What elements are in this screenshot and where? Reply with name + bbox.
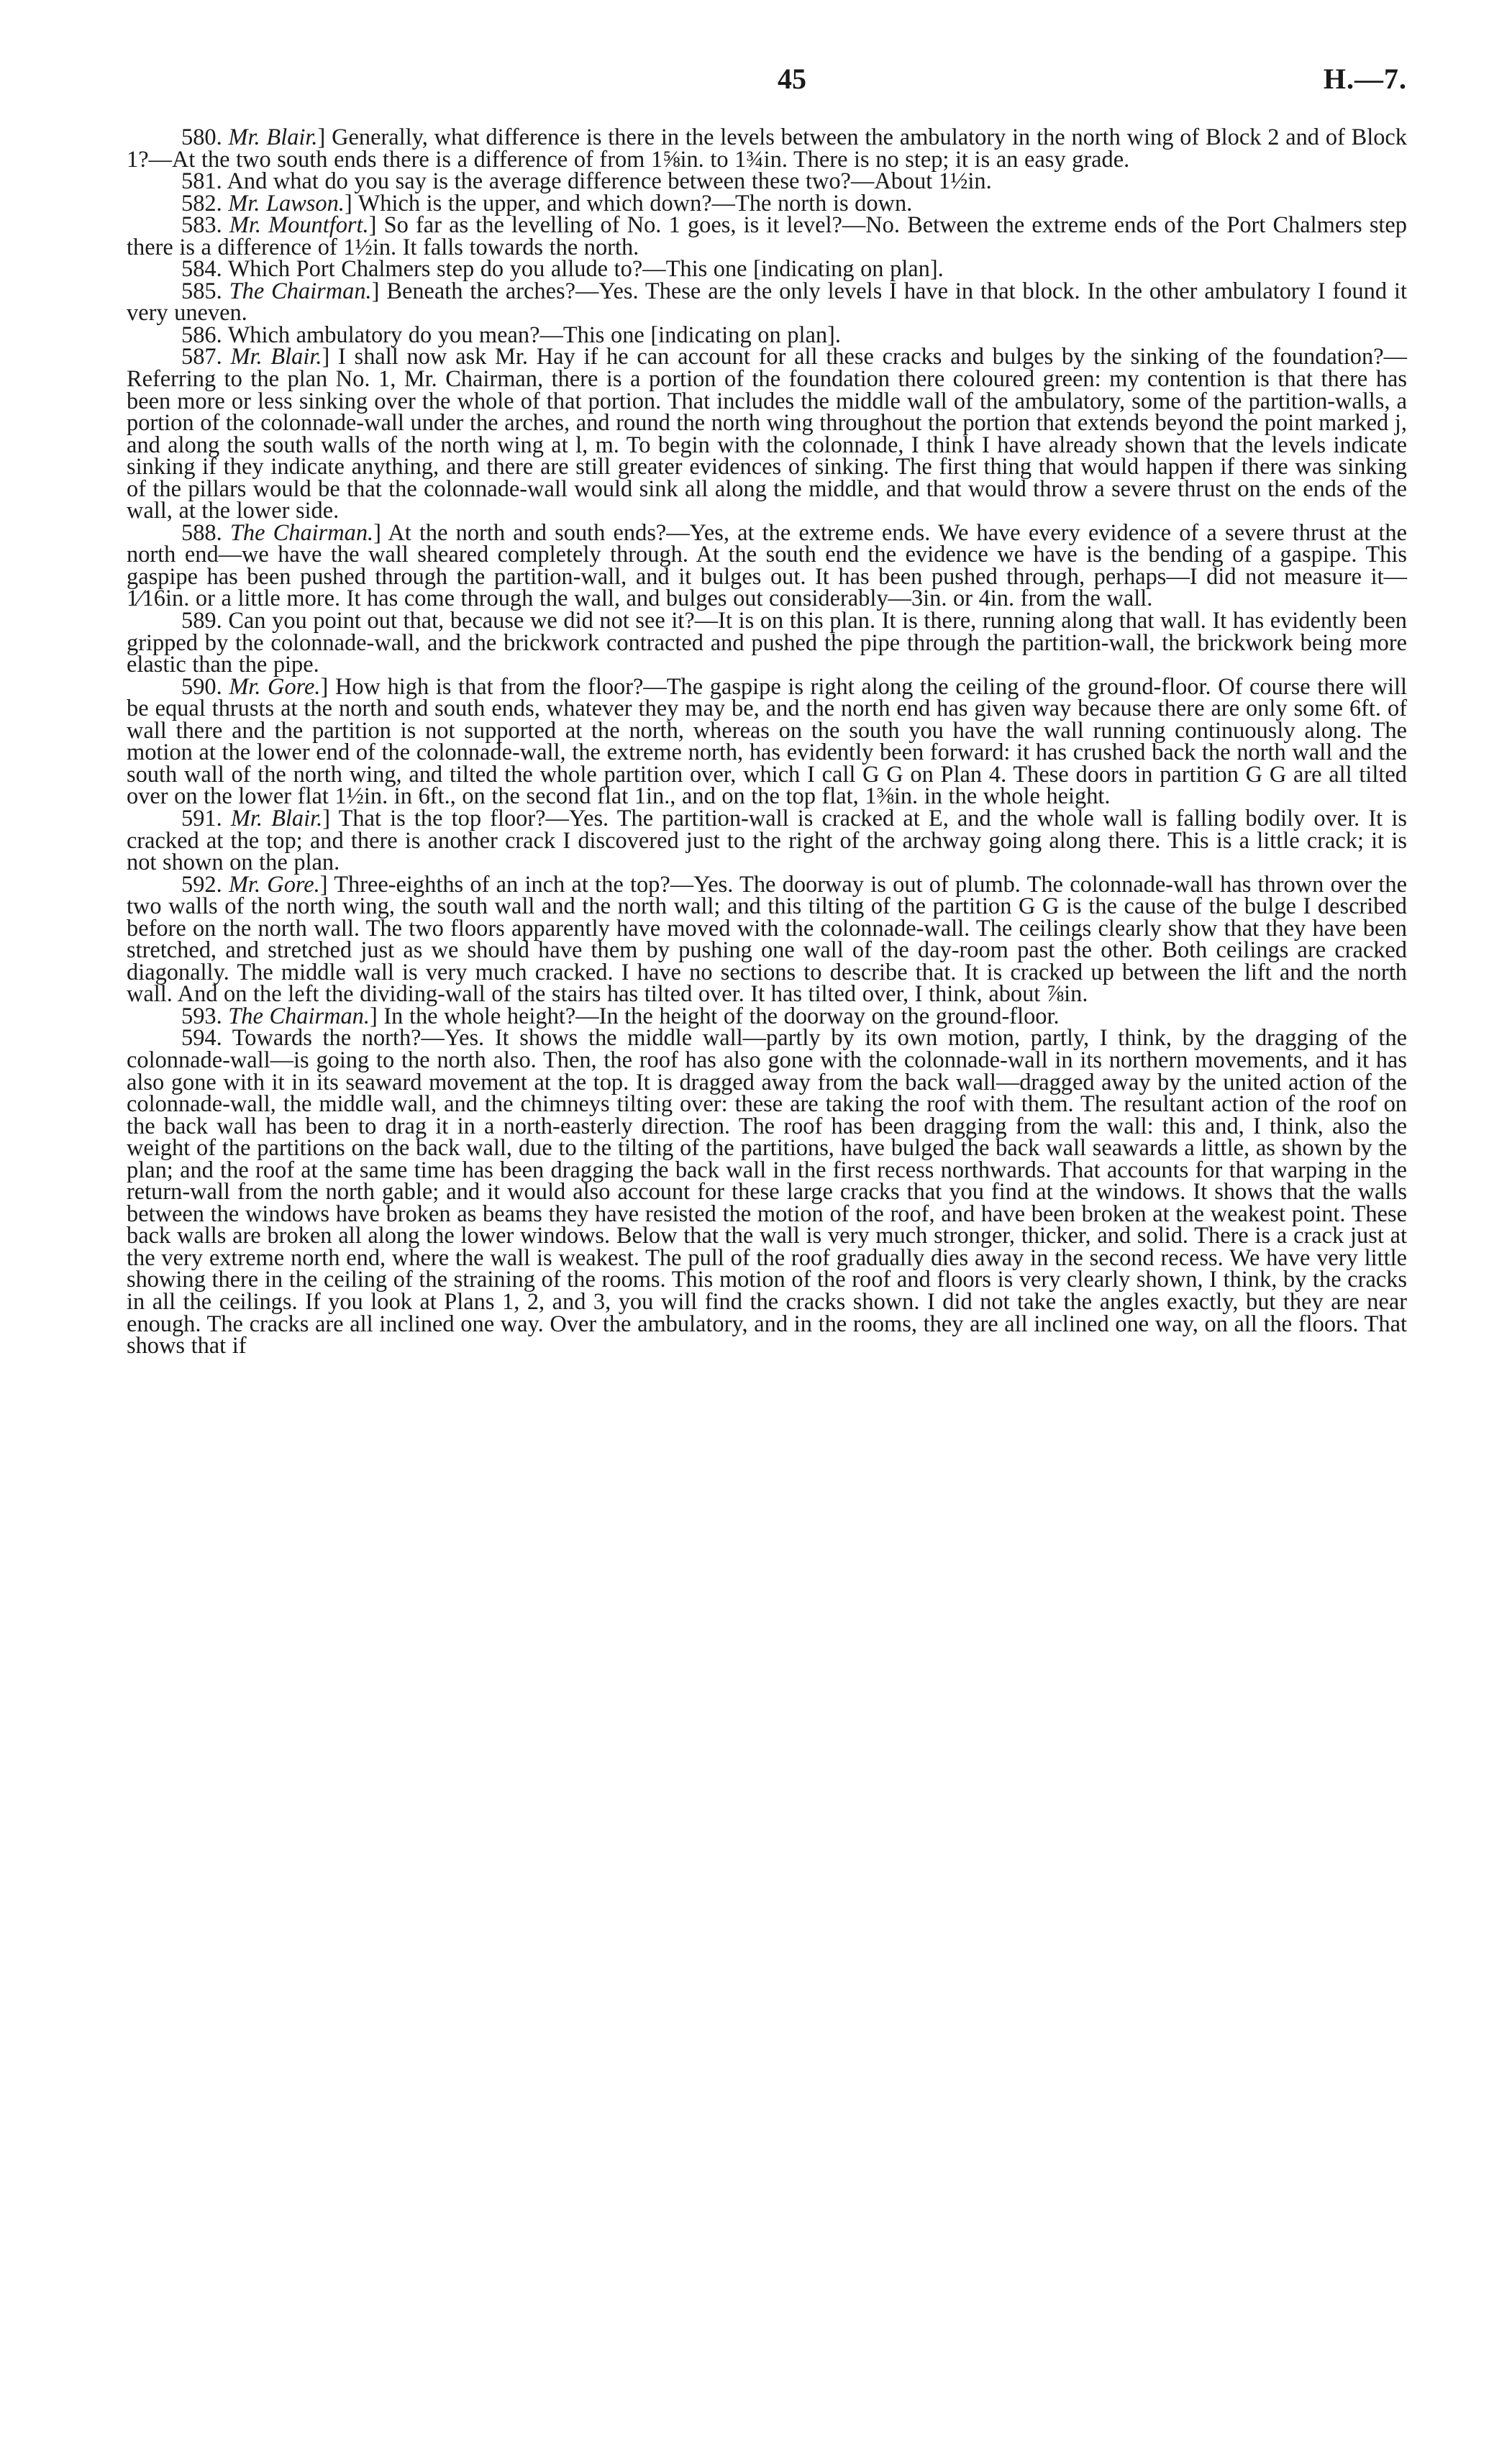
paragraph-text: Can you point out that, because we did not see it?—It is on this plan. It is there, running along that wall. It has evidently been gripped by the colonnade-wall, and the brickwork contracted and pushed the pipe through the partition-wall, the brickwork being more elastic than the pipe. xyxy=(127,608,1407,678)
paragraph-number: 583. xyxy=(181,212,222,239)
paragraph-text: I shall now ask Mr. Hay if he can account for all these cracks and bulges by the sinking of the foundation?—Referring to the plan No. 1, Mr. Chairman, there is a portion of the foundation there coloured green: my contention is that there has been more or less sinking over the whole of that portion. That includes the middle wall of the ambulatory, some of the partition-walls, a portion of the colonnade-wall under the arches, and round the north wing throughout the portion that extends beyond the point marked j, and along the south walls of the north wing at l, m. To begin with the colonnade, I think I have already shown that the levels indicate sinking if they indicate anything, and there are still greater evidences of sinking. The first thing that would happen if there was sinking of the pillars would be that the colonnade-wall would sink all along the middle, and that would throw a severe thrust on the ends of the wall, at the lower side. xyxy=(127,344,1407,524)
paragraph-593: 593. The Chairman.] In the whole height?—In the height of the doorway on the ground-floor. xyxy=(181,1003,1060,1029)
speaker: Mr. Lawson. xyxy=(228,190,345,217)
paragraph-text: Beneath the arches?—Yes. These are the only levels I have in that block. In the other ambulatory I found it very uneven. xyxy=(127,278,1407,327)
paragraph-text: Three-eighths of an inch at the top?—Yes. The doorway is out of plumb. The colonnade-wall has thrown over the two walls of the north wing, the south wall and the north wall; and this tilting of the partition G G is the cause of the bulge I described before on the north wall. The two floors apparently have moved with the colonnade-wall. The ceilings clearly show that they have been stretched, and stretched just as we should have them by pushing one wall of the day-room past the other. Both ceilings are cracked diagonally. The middle wall is very much cracked. I have no sections to describe that. It is cracked up between the lift and the north wall. And on the left the dividing-wall of the stairs has tilted over. It has tilted over, I think, about ⅞in. xyxy=(127,871,1407,1008)
paragraph-text: And what do you say is the average difference between these two?—About 1½in. xyxy=(227,168,992,195)
speaker: Mr. Blair. xyxy=(230,344,322,370)
paragraph-text: Towards the north?—Yes. It shows the middle wall—partly by its own motion, partly, I think, by the dragging of the colonnade-wall—is going to the north also. Then, the roof has also gone with the colonnade-wall in its northern movements, and it has also gone with it in its seaward movement at the top. It is dragged away from the back wall—dragged away by the united action of the colonnade-wall, the middle wall, and the chimneys tilting over: these are taking the roof with them. The resultant action of the roof on the back wall has been to drag it in a north-easterly direction. The roof has been dragging from the wall: this and, I think, also the weight of the partitions on the back wall, due to the tilting of the partitions, have bulged the back wall seawards a little, as shown by the plan; and the roof at the same time has been dragging the back wall in the first recess northwards. That accounts for that warping in the return-wall from the north gable; and it would also account for these large cracks that you find at the windows. It shows that the walls between the windows have broken as beams they have resisted the motion of the roof, and have been broken at the weakest point. These back walls are broken all along the lower windows. Below that the wall is very much stronger, thicker, and solid. There is a crack just at the very extreme north end, where the wall is weakest. The pull of the roof gradually dies away in the second recess. We have very little showing there in the ceiling of the straining of the rooms. This motion of the roof and floors is very clearly shown, I think, by the cracks in all the ceilings. If you look at Plans 1, 2, and 3, you will find the cracks shown. I did not take the angles exactly, but they are near enough. The cracks are all inclined one way. Over the ambulatory, and in the rooms, they are all inclined one way, on all the floors. That shows that if xyxy=(127,1025,1407,1359)
paragraph-text: Which Port Chalmers step do you allude to?—This one [indicating on plan]. xyxy=(227,256,944,283)
paragraph-number: 589. xyxy=(181,608,222,634)
paragraph-number: 585. xyxy=(181,278,222,304)
paragraph-text: Generally, what difference is there in the levels between the ambulatory in the north wing of Block 2 and of Block 1?—At the two south ends there is a difference of from 1⅝in. to 1¾in. There is no step; it is an easy grade. xyxy=(127,124,1407,173)
page-number: 45 xyxy=(778,63,806,95)
paragraph-number: 581. xyxy=(181,168,222,195)
paragraph-number: 588. xyxy=(181,519,222,546)
paragraph-text: Which is the upper, and which down?—The north is down. xyxy=(357,190,913,217)
speaker: The Chairman. xyxy=(228,1003,370,1029)
document-page xyxy=(127,62,1407,1357)
paragraph-text: In the whole height?—In the height of the doorway on the ground-floor. xyxy=(383,1003,1060,1029)
paragraph-592: 592. Mr. Gore.] Three-eighths of an inch at the top?—Yes. The doorway is out of plumb. The colonnade-wall has thrown over the two walls of the north wing, the south wall and the north wall; and this tilting of the partition G G is the cause of the bulge I described before on the north wall. The two floors apparently have moved with the colonnade-wall. The ceilings clearly show that they have been stretched, and stretched just as we should have them by pushing one wall of the day-room past the other. Both ceilings are cracked diagonally. The middle wall is very much cracked. I have no sections to describe that. It is cracked up between the lift and the north wall. And on the left the dividing-wall of the stairs has tilted over. It has tilted over, I think, about ⅞in. xyxy=(127,871,1407,1008)
paragraph-587: 587. Mr. Blair.] I shall now ask Mr. Hay if he can account for all these cracks and bulges by the sinking of the foundation?—Referring to the plan No. 1, Mr. Chairman, there is a portion of the foundation there coloured green: my contention is that there has been more or less sinking over the whole of that portion. That includes the middle wall of the ambulatory, some of the partition-walls, a portion of the colonnade-wall under the arches, and round the north wing throughout the portion that extends beyond the point marked j, and along the south walls of the north wing at l, m. To begin with the colonnade, I think I have already shown that the levels indicate sinking if they indicate anything, and there are still greater evidences of sinking. The first thing that would happen if there was sinking of the pillars would be that the colonnade-wall would sink all along the middle, and that would throw a severe thrust on the ends of the wall, at the lower side. xyxy=(127,344,1407,524)
paragraph-number: 593. xyxy=(181,1003,222,1029)
document-reference: H.—7. xyxy=(1323,63,1407,95)
page-header xyxy=(127,62,1407,104)
paragraph-590: 590. Mr. Gore.] How high is that from the floor?—The gaspipe is right along the ceiling of the ground-floor. Of course there will be equal thrusts at the north and south ends, whatever they may be, and the north end has given way because there are only some 6ft. of wall there and the partition is not supported at the north, whereas on the south you have the wall running continuously along. The motion at the lower end of the colonnade-wall, the extreme north, has evidently been forward: it has crushed back the north wall and the south wall of the north wing, and tilted the whole partition over, which I call G G on Plan 4. These doors in partition G G are all tilted over on the lower flat 1½in. in 6ft., on the second flat 1in., and on the top flat, 1⅜in. in the whole height. xyxy=(127,673,1407,810)
paragraph-number: 584. xyxy=(181,256,222,283)
paragraph-text: So far as the levelling of No. 1 goes, is it level?—No. Between the extreme ends of the Port Chalmers step there is a difference of 1½in. It falls towards the north. xyxy=(127,212,1407,260)
paragraph-582: 582. Mr. Lawson.] Which is the upper, and which down?—The north is down. xyxy=(181,190,913,217)
speaker: Mr. Gore. xyxy=(228,871,320,898)
paragraph-588: 588. The Chairman.] At the north and south ends?—Yes, at the extreme ends. We have every evidence of a severe thrust at the north end—we have the wall sheared completely through. At the south end the evidence we have is the bending of a gaspipe. This gaspipe has been pushed through the partition-wall, and it bulges out. It has been pushed through, perhaps—I did not measure it—1⁄16in. or a little more. It has come through the wall, and bulges out considerably—3in. or 4in. from the wall. xyxy=(127,519,1407,612)
speaker: Mr. Gore. xyxy=(229,673,321,700)
paragraph-number: 582. xyxy=(181,190,222,217)
speaker: Mr. Mountfort. xyxy=(229,212,369,239)
paragraph-text: At the north and south ends?—Yes, at the extreme ends. We have every evidence of a severe thrust at the north end—we have the wall sheared completely through. At the south end the evidence we have is the bending of a gaspipe. This gaspipe has been pushed through the partition-wall, and it bulges out. It has been pushed through, perhaps—I did not measure it—1⁄16in. or a little more. It has come through the wall, and bulges out considerably—3in. or 4in. from the wall. xyxy=(127,519,1407,612)
paragraph-number: 591. xyxy=(181,805,222,831)
paragraph-text: How high is that from the floor?—The gaspipe is right along the ceiling of the ground-floor. Of course there will be equal thrusts at the north and south ends, whatever they may be, and the north end has given way because there are only some 6ft. of wall there and the partition is not supported at the north, whereas on the south you have the wall running continuously along. The motion at the lower end of the colonnade-wall, the extreme north, has evidently been forward: it has crushed back the north wall and the south wall of the north wing, and tilted the whole partition over, which I call G G on Plan 4. These doors in partition G G are all tilted over on the lower flat 1½in. in 6ft., on the second flat 1in., and on the top flat, 1⅜in. in the whole height. xyxy=(127,673,1407,810)
paragraph-number: 586. xyxy=(181,322,222,348)
paragraph-text: Which ambulatory do you mean?—This one [indicating on plan]. xyxy=(227,322,841,348)
paragraph-number: 580. xyxy=(181,124,222,150)
testimony-body xyxy=(127,124,1407,1359)
paragraph-591: 591. Mr. Blair.] That is the top floor?—Yes. The partition-wall is cracked at E, and the whole wall is falling bodily over. It is cracked at the top; and there is another crack I discovered just to the right of the archway going along there. This is a little crack; it is not shown on the plan. xyxy=(127,805,1407,876)
paragraph-number: 594. xyxy=(181,1025,222,1052)
speaker: The Chairman. xyxy=(229,519,374,546)
speaker: Mr. Blair. xyxy=(230,805,323,831)
paragraph-581 xyxy=(127,170,1407,193)
paragraph-text: That is the top floor?—Yes. The partition-wall is cracked at E, and the whole wall is falling bodily over. It is cracked at the top; and there is another crack I discovered just to the right of the archway going along there. This is a little crack; it is not shown on the plan. xyxy=(127,805,1407,876)
paragraph-number: 587. xyxy=(181,344,222,370)
paragraph-583: 583. Mr. Mountfort.] So far as the levelling of No. 1 goes, is it level?—No. Between the extreme ends of the Port Chalmers step there is a difference of 1½in. It falls towards the north. xyxy=(127,212,1407,260)
paragraph-580: 580. Mr. Blair.] Generally, what difference is there in the levels between the ambulatory in the north wing of Block 2 and of Block 1?—At the two south ends there is a difference of from 1⅝in. to 1¾in. There is no step; it is an easy grade. xyxy=(127,124,1407,173)
speaker: Mr. Blair. xyxy=(228,124,318,150)
speaker: The Chairman. xyxy=(229,278,372,304)
paragraph-586 xyxy=(127,324,1407,347)
paragraph-number: 590. xyxy=(181,673,222,700)
paragraph-584 xyxy=(127,258,1407,281)
paragraph-589 xyxy=(127,610,1407,676)
paragraph-594 xyxy=(127,1027,1407,1357)
paragraph-585: 585. The Chairman.] Beneath the arches?—Yes. These are the only levels I have in that block. In the other ambulatory I found it very uneven. xyxy=(127,278,1407,327)
paragraph-number: 592. xyxy=(181,871,222,898)
